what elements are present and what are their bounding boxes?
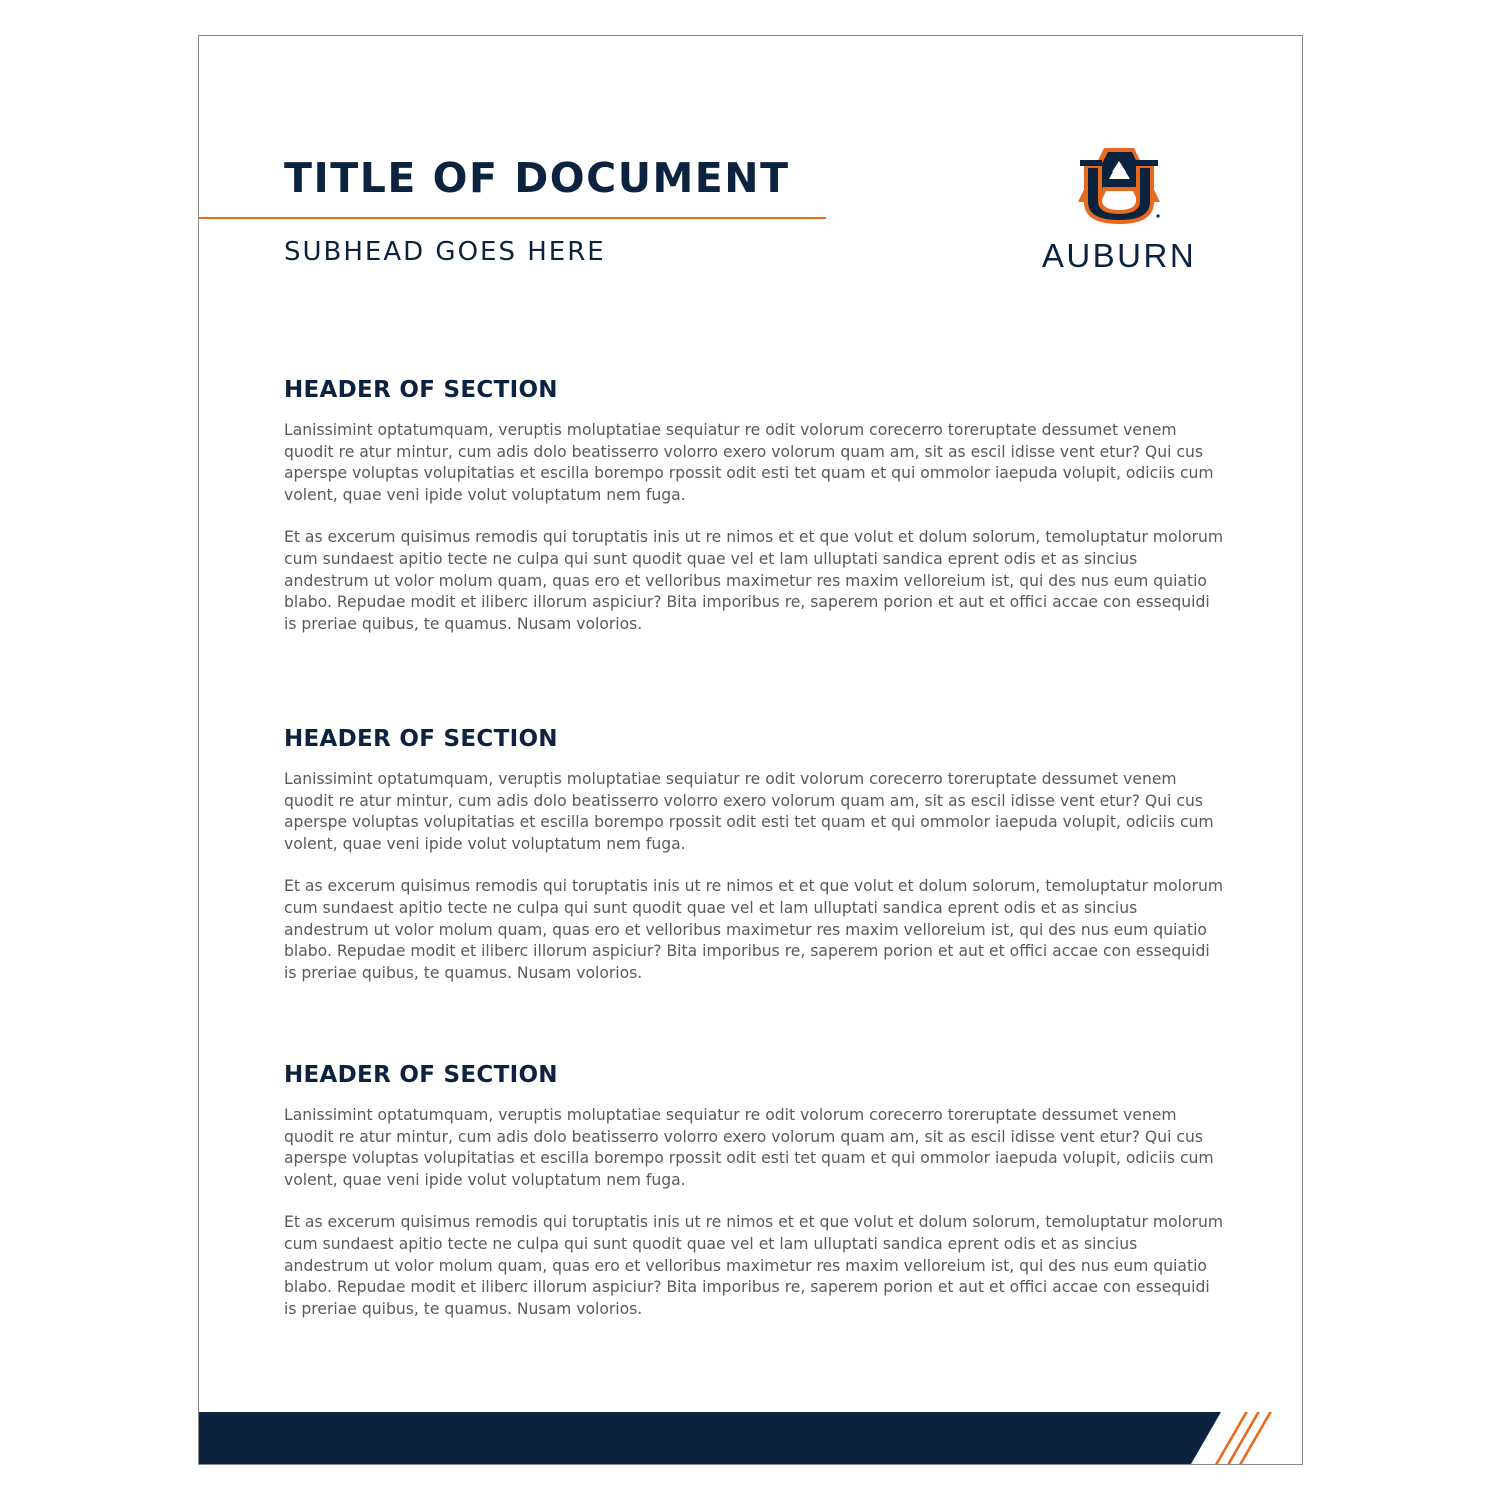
document-page (198, 35, 1303, 1465)
section-paragraph: Et as excerum quisimus remodis qui toruptatis inis ut re nimos et et que volut et dolum solorum, temoluptatur molorum cum sundaest apitio tecte ne culpa qui sunt quodit quae vel et lam ulluptati sandica eprent odis et as sincius andestrum ut volor molum quam, quas ero et velloribus maximetur res maxim velloreium ist, qui des nus eum quiatio blabo. Repudae modit et iliberc illorum aspiciur? Bita imporibus re, saperem porion et aut et offici accae con essequidi is preriae quibus, te quamus. Nusam volorios. (284, 528, 1224, 633)
section-paragraph: Lanissimint optatumquam, veruptis moluptatiae sequiatur re odit volorum corecerro toreruptate dessumet venem quodit re atur mintur, cum adis dolo beatisserro volorro exero volorum quam am, sit as escil idisse vent etur? Qui cus aperspe voluptas volupitatias et escilla borempo rpossit odit esti tet quam et qui ommolor iaepuda volupit, odiciis cum volent, quae veni ipide volut voluptatum nem fuga. (284, 770, 1214, 853)
section-2 (284, 725, 1224, 984)
auburn-wordmark: AUBURN (1041, 237, 1197, 274)
section-header: HEADER OF SECTION (284, 377, 558, 403)
section-3 (284, 1061, 1224, 1320)
section-paragraph: Lanissimint optatumquam, veruptis moluptatiae sequiatur re odit volorum corecerro toreruptate dessumet venem quodit re atur mintur, cum adis dolo beatisserro volorro exero volorum quam am, sit as escil idisse vent etur? Qui cus aperspe voluptas volupitatias et escilla borempo rpossit odit esti tet quam et qui ommolor iaepuda volupit, odiciis cum volent, quae veni ipide volut voluptatum nem fuga. (284, 421, 1214, 504)
au-monogram-icon (1074, 146, 1164, 226)
document-title: TITLE OF DOCUMENT (284, 154, 790, 202)
section-1 (284, 376, 1224, 635)
document-subhead: SUBHEAD GOES HERE (284, 237, 606, 267)
footer-band (199, 1412, 1302, 1464)
section-paragraph: Lanissimint optatumquam, veruptis moluptatiae sequiatur re odit volorum corecerro toreruptate dessumet venem quodit re atur mintur, cum adis dolo beatisserro volorro exero volorum quam am, sit as escil idisse vent etur? Qui cus aperspe voluptas volupitatias et escilla borempo rpossit odit esti tet quam et qui ommolor iaepuda volupit, odiciis cum volent, quae veni ipide volut voluptatum nem fuga. (284, 1106, 1214, 1189)
section-header: HEADER OF SECTION (284, 1062, 558, 1088)
auburn-logo (1019, 146, 1219, 276)
section-header: HEADER OF SECTION (284, 726, 558, 752)
section-paragraph: Et as excerum quisimus remodis qui toruptatis inis ut re nimos et et que volut et dolum solorum, temoluptatur molorum cum sundaest apitio tecte ne culpa qui sunt quodit quae vel et lam ulluptati sandica eprent odis et as sincius andestrum ut volor molum quam, quas ero et velloribus maximetur res maxim velloreium ist, qui des nus eum quiatio blabo. Repudae modit et iliberc illorum aspiciur? Bita imporibus re, saperem porion et aut et offici accae con essequidi is preriae quibus, te quamus. Nusam volorios. (284, 1213, 1224, 1318)
section-paragraph: Et as excerum quisimus remodis qui toruptatis inis ut re nimos et et que volut et dolum solorum, temoluptatur molorum cum sundaest apitio tecte ne culpa qui sunt quodit quae vel et lam ulluptati sandica eprent odis et as sincius andestrum ut volor molum quam, quas ero et velloribus maximetur res maxim velloreium ist, qui des nus eum quiatio blabo. Repudae modit et iliberc illorum aspiciur? Bita imporibus re, saperem porion et aut et offici accae con essequidi is preriae quibus, te quamus. Nusam volorios. (284, 877, 1224, 982)
footer-navy-bar (199, 1412, 1221, 1464)
title-underline (199, 217, 826, 219)
